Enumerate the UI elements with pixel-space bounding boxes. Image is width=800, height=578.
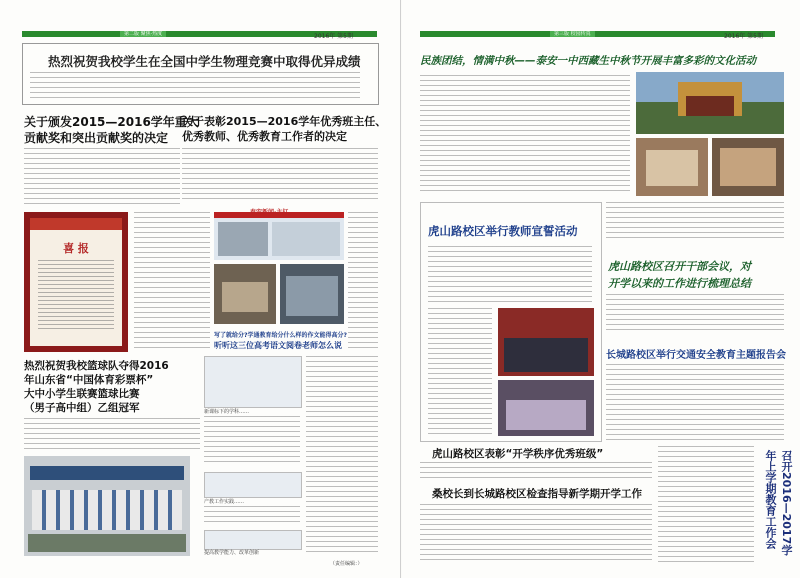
classroom-photo-2 xyxy=(280,264,344,324)
far-right-column xyxy=(306,356,378,554)
physics-banner-text xyxy=(30,72,360,100)
right-top-text xyxy=(606,202,784,242)
right-page xyxy=(402,0,800,578)
hushan-left-text xyxy=(428,308,492,436)
mid-headline-2: 听听这三位高考语文阅卷老师怎么说 xyxy=(214,341,342,350)
news-thumb-3 xyxy=(204,530,302,550)
activity-photo-1 xyxy=(636,138,708,196)
hushan-oath-title: 虎山路校区举行教师宣誓活动 xyxy=(428,224,578,238)
teacher-body-text xyxy=(182,148,378,200)
meeting-title-line1: 虎山路校区召开干部会议，对 xyxy=(608,260,751,273)
hushan-oath-text xyxy=(428,246,592,304)
right-header-section: 第三版 校园传真 xyxy=(550,31,595,37)
basketball-team-photo xyxy=(24,456,190,556)
award-body-text xyxy=(24,148,180,208)
middle-text-column xyxy=(134,212,210,352)
news-thumb-1 xyxy=(204,356,302,408)
meeting-title-line2: 开学以来的工作进行梳理总结 xyxy=(608,277,751,290)
class-title: 虎山路校区表彰“开学秩序优秀班级” xyxy=(432,448,604,460)
gate-photo xyxy=(636,72,784,134)
award-title-line1: 关于颁发2015—2016学年重大 xyxy=(24,115,199,129)
mid-headline-1: 写了就给分?学通教育给分什么样的作文能得高分? xyxy=(214,332,347,339)
poster-text-lines xyxy=(38,260,114,330)
oath-photo-1 xyxy=(498,308,594,376)
meeting-body-text xyxy=(606,294,784,334)
basketball-title-line3: 大中小学生联赛篮球比赛 xyxy=(24,388,140,400)
lower-text-1 xyxy=(204,416,300,466)
culture-title: 民族团结，情满中秋——泰安一中西藏生中秋节开展丰富多彩的文化活动 xyxy=(420,55,756,67)
right-header-bar xyxy=(420,31,775,37)
footer-editor: （责任编辑：） xyxy=(330,561,363,567)
vertical-work-meeting-title: 召开2016—2017学年上学期教育工作会 xyxy=(764,450,793,556)
inspection-body-text xyxy=(420,504,652,562)
basketball-title-line4: （男子高中组）乙组冠军 xyxy=(24,402,140,414)
video-news-title: 泰安新闻·主打 xyxy=(250,209,289,216)
bottom-caption-3: 提高教学能力、改革创新 xyxy=(204,550,260,556)
poster-title: 喜 报 xyxy=(63,242,89,255)
good-news-poster xyxy=(24,212,128,352)
award-title-line2: 贡献奖和突出贡献奖的决定 xyxy=(24,131,169,145)
basketball-title-line1: 热烈祝贺我校篮球队夺得2016 xyxy=(24,360,169,372)
culture-body-text xyxy=(420,75,630,195)
basketball-body-text xyxy=(24,418,200,450)
classroom-photo xyxy=(214,264,276,324)
basketball-title-line2: 年山东省“中国体育彩票杯” xyxy=(24,374,154,386)
report-body-text xyxy=(606,364,784,440)
inspection-title: 桑校长到长城路校区检查指导新学期开学工作 xyxy=(432,488,642,500)
right-narrow-text xyxy=(348,212,378,352)
left-header-section: 第二版 聚焦·热度 xyxy=(120,31,166,37)
class-body-text xyxy=(420,462,652,482)
news-thumb-2 xyxy=(204,472,302,498)
teacher-title-line1: 关于表彰2015—2016学年优秀班主任、 xyxy=(182,115,387,128)
left-header-date: 2016年 第5期 xyxy=(314,33,353,40)
work-meeting-text xyxy=(658,446,754,562)
activity-photo-2 xyxy=(712,138,784,196)
bottom-caption-2: 产教工作实践…… xyxy=(204,499,245,505)
oath-photo-2 xyxy=(498,380,594,436)
physics-banner-title: 热烈祝贺我校学生在全国中学生物理竞赛中取得优异成绩 xyxy=(48,54,361,69)
teacher-title-line2: 优秀教师、优秀教育工作者的决定 xyxy=(182,130,347,143)
lower-text-2 xyxy=(204,506,300,526)
right-header-date: 2016年 第5期 xyxy=(724,33,763,40)
bottom-caption-1: 新课标下的学科…… xyxy=(204,409,250,415)
news-screenshot-1 xyxy=(214,212,344,260)
report-title: 长城路校区举行交通安全教育主题报告会 xyxy=(606,350,786,361)
